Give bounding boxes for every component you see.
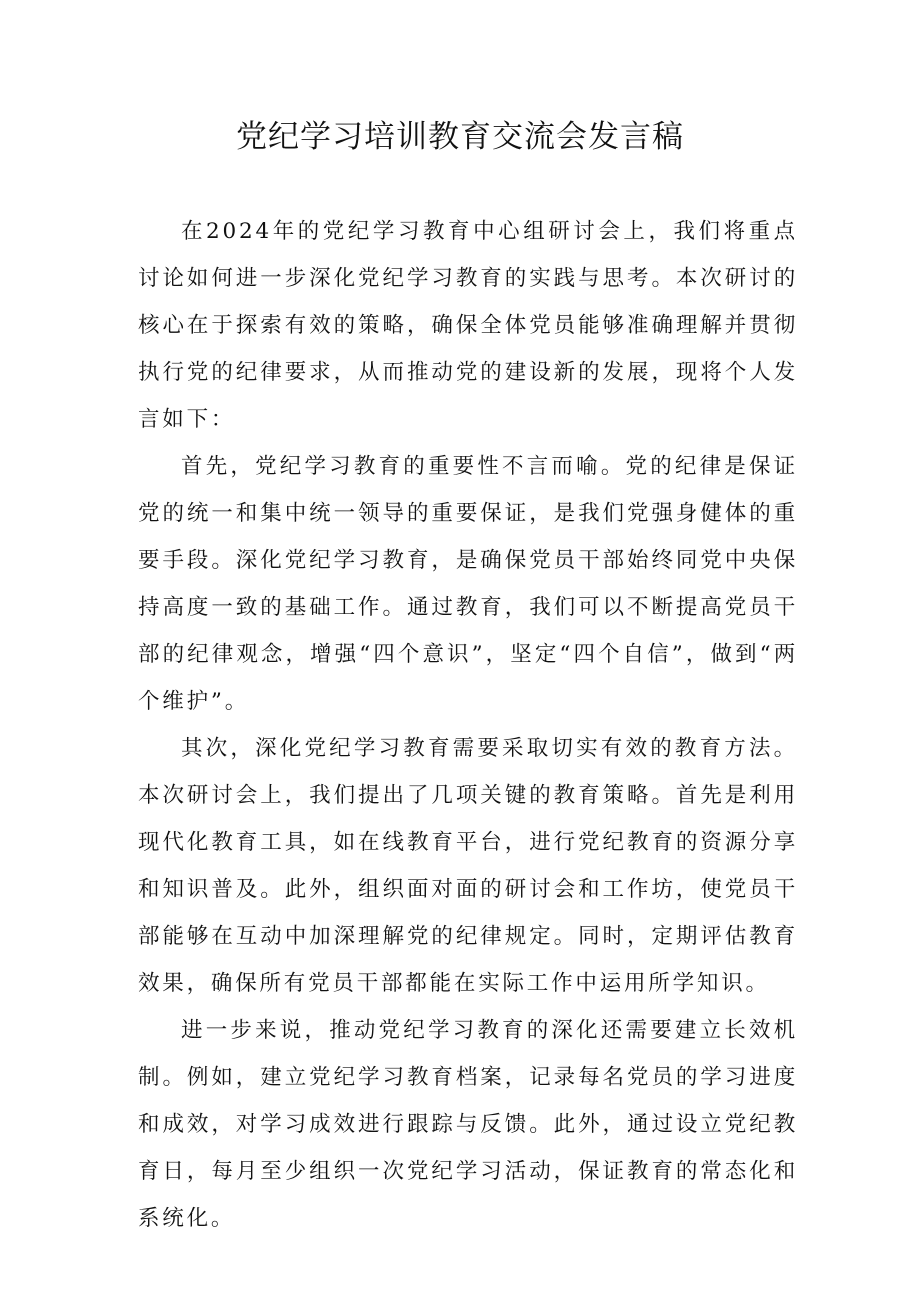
page-title: 党纪学习培训教育交流会发言稿 [236,119,684,155]
paragraph-4: 进一步来说，推动党纪学习教育的深化还需要建立长效机制。例如，建立党纪学习教育档案，记录每名党员的学习进度和成效，对学习成效进行跟踪与反馈。此外，通过设立党纪教育日，每月至少组织一次党纪学习活动，保证教育的常态化和系统化。 [138,1018,798,1231]
document-body [138,208,798,1242]
paragraph-1: 在2024年的党纪学习教育中心组研讨会上，我们将重点讨论如何进一步深化党纪学习教育的实践与思考。本次研讨的核心在于探索有效的策略，确保全体党员能够准确理解并贯彻执行党的纪律要求，从而推动党的建设新的发展，现将个人发言如下： [138,219,798,432]
paragraph-3: 其次，深化党纪学习教育需要采取切实有效的教育方法。本次研讨会上，我们提出了几项关键的教育策略。首先是利用现代化教育工具，如在线教育平台，进行党纪教育的资源分享和知识普及。此外，组织面对面的研讨会和工作坊，使党员干部能够在互动中加深理解党的纪律规定。同时，定期评估教育效果，确保所有党员干部都能在实际工作中运用所学知识。 [138,736,798,996]
paragraph-2: 首先，党纪学习教育的重要性不言而喻。党的纪律是保证党的统一和集中统一领导的重要保证，是我们党强身健体的重要手段。深化党纪学习教育，是确保党员干部始终同党中央保持高度一致的基础工作。通过教育，我们可以不断提高党员干部的纪律观念，增强“四个意识”，坚定“四个自信”，做到“两个维护”。 [138,454,798,714]
